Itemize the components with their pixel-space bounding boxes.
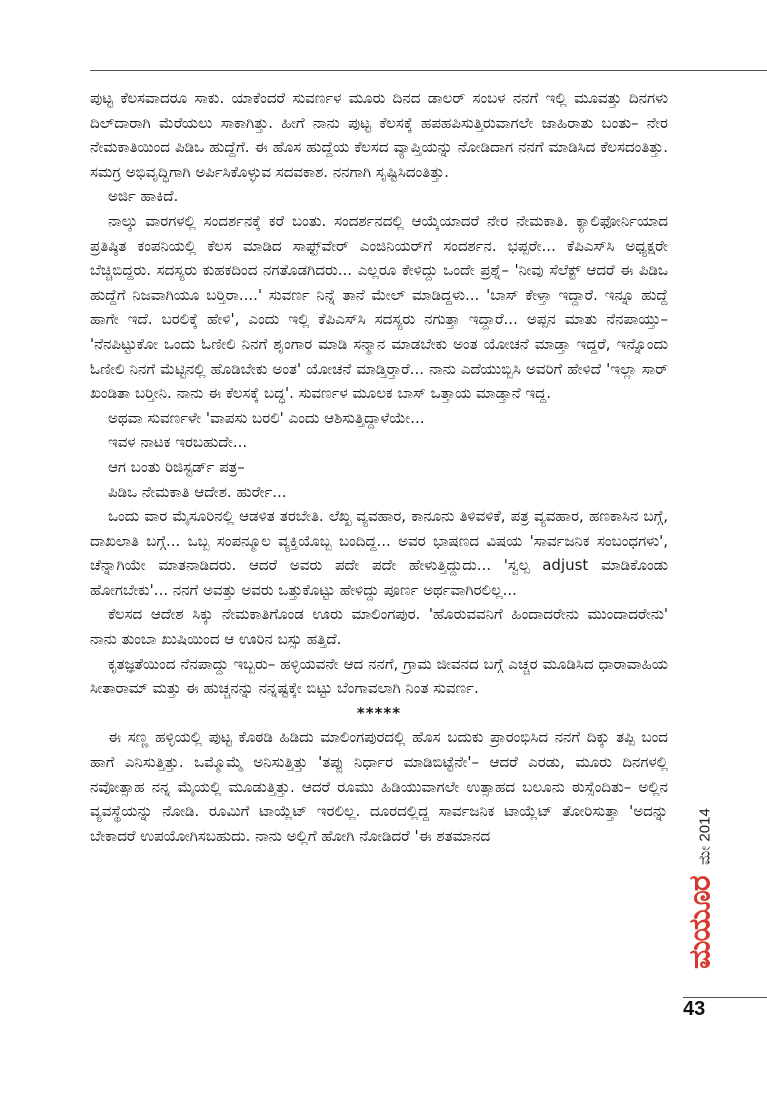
page-number: 43 [683, 998, 706, 1020]
issue-date: ಮೇ 2014 [696, 808, 714, 866]
paragraph: ಕೆಲಸದ ಆದೇಶ ಸಿಕ್ಕು ನೇಮಕಾತಿಗೊಂಡ ಊರು ಮಾಲಿಂಗಪುರ. 'ಹೊರುವವನಿಗೆ ಹಿಂದಾದರೇನು ಮುಂದಾದರೇನು' ನಾನು ತುಂಬಾ ಖುಷಿಯಿಂದ ಆ ಊರಿನ ಬಸ್ಸು ಹತ್ತಿದೆ. [90, 605, 668, 649]
paragraph: ಅರ್ಜಿ ಹಾಕಿದೆ. [108, 187, 179, 206]
magazine-logo: ಮಯೂರ [682, 876, 718, 970]
paragraph: ನಾಲ್ಕು ವಾರಗಳಲ್ಲಿ ಸಂದರ್ಶನಕ್ಕೆ ಕರೆ ಬಂತು. ಸಂದರ್ಶನದಲ್ಲಿ ಆಯ್ಕೆಯಾದರೆ ನೇರ ನೇಮಕಾತಿ. ಕ್ಯಾಲಿಫೋರ್ನಿಯಾದ ಪ್ರತಿಷ್ಠಿತ ಕಂಪನಿಯಲ್ಲಿ ಕೆಲಸ ಮಾಡಿದ ಸಾಫ್ಟ್‌ವೇರ್ ಎಂಜಿನಿಯರ್‌ಗೆ ಸಂದರ್ಶನ. ಭಪ್ಪರೇ... ಕೆಪಿಎಸ್‌ಸಿ ಅಧ್ಯಕ್ಷರೇ ಬೆಚ್ಚಿಬಿದ್ದರು. ಸದಸ್ಯರು ಕುಹಕದಿಂದ ನಗತೊಡಗಿದರು... ಎಲ್ಲರೂ ಕೇಳಿದ್ದು ಒಂದೇ ಪ್ರಶ್ನೆ– 'ನೀವು ಸೆಲೆಕ್ಟ್ ಆದರೆ ಈ ಪಿಡಿಒ ಹುದ್ದೆಗೆ ನಿಜವಾಗಿಯೂ ಬರ್‍ತಿರಾ....' ಸುವರ್ಣ ನಿನ್ನೆ ತಾನೆ ಮೇಲ್ ಮಾಡಿದ್ದಳು... 'ಬಾಸ್ ಕೇಳ್ತಾ ಇದ್ದಾರೆ. ಇನ್ನೂ ಹುದ್ದೆ ಹಾಗೇ ಇದೆ. ಬರಲಿಕ್ಕೆ ಹೇಳಿ', ಎಂದು ಇಲ್ಲಿ ಕೆಪಿಎಸ್‌ಸಿ ಸದಸ್ಯರು ನಗುತ್ತಾ ಇದ್ದಾರೆ... ಅಪ್ಪನ ಮಾತು ನೆನಪಾಯ್ತು– 'ನೆನಪಿಟ್ಟುಕೋ ಒಂದು ಓಣೀಲಿ ನಿನಗೆ ಶೃಂಗಾರ ಮಾಡಿ ಸನ್ಮಾನ ಮಾಡಬೇಕು ಅಂತ ಯೋಚನೆ ಮಾಡ್ತಾ ಇದ್ದರೆ, ಇನ್ನೊಂದು ಓಣೀಲಿ ನಿನಗೆ ಮೆಟ್ಟಿನಲ್ಲಿ ಹೊಡಿಬೇಕು ಅಂತ' ಯೋಚನೆ ಮಾಡ್ತಿರ್‍ತಾರೆ... ನಾನು ಎದೆಯುಬ್ಬಿಸಿ ಅವರಿಗೆ ಹೇಳಿದೆ 'ಇಲ್ಲಾ ಸಾರ್ ಖಂಡಿತಾ ಬರ್‍ತೀನಿ. ನಾನು ಈ ಕೆಲಸಕ್ಕೆ ಬದ್ಧ'. ಸುವರ್ಣಳ ಮೂಲಕ ಬಾಸ್ ಒತ್ತಾಯ ಮಾಡ್ತಾನೆ ಇದ್ದ. [90, 211, 668, 403]
top-rule [90, 70, 767, 71]
paragraph: ಪುಟ್ಟ ಕೆಲಸವಾದರೂ ಸಾಕು. ಯಾಕೆಂದರೆ ಸುವರ್ಣಳ ಮೂರು ದಿನದ ಡಾಲರ್ ಸಂಬಳ ನನಗೆ ಇಲ್ಲಿ ಮೂವತ್ತು ದಿನಗಳು ದಿಲ್‌ದಾರಾಗಿ ಮೆರೆಯಲು ಸಾಕಾಗಿತ್ತು. ಹೀಗೆ ನಾನು ಪುಟ್ಟ ಕೆಲಸಕ್ಕೆ ಹಪಹಪಿಸುತ್ತಿರುವಾಗಲೇ ಜಾಹಿರಾತು ಬಂತು– ನೇರ ನೇಮಕಾತಿಯಿಂದ ಪಿಡಿಒ ಹುದ್ದೆಗೆ. ಈ ಹೊಸ ಹುದ್ದೆಯ ಕೆಲಸದ ವ್ಯಾಪ್ತಿಯನ್ನು ನೋಡಿದಾಗ ನನಗೆ ಮಾಡಿಸಿದ ಕೆಲಸದಂತಿತ್ತು. ಸಮಗ್ರ ಅಭಿವೃದ್ಧಿಗಾಗಿ ಅರ್ಪಿಸಿಕೊಳ್ಳುವ ಸದವಕಾಶ. ನನಗಾಗಿ ಸೃಷ್ಟಿಸಿದಂತಿತ್ತು. [90, 89, 668, 181]
paragraph: ಆಗ ಬಂತು ರಿಜಿಸ್ಟರ್ಡ್ ಪತ್ರ– [108, 457, 245, 476]
paragraph: ಪಿಡಿಒ ನೇಮಕಾತಿ ಆದೇಶ. ಹುರ್ರೇ... [108, 482, 287, 501]
paragraph: ಇವಳ ನಾಟಕ ಇರಬಹುದೇ... [108, 433, 248, 452]
section-separator: ***** [356, 703, 402, 722]
paragraph: ಒಂದು ವಾರ ಮೈಸೂರಿನಲ್ಲಿ ಆಡಳಿತ ತರಬೇತಿ. ಲೆಖ್ಖ ವ್ಯವಹಾರ, ಕಾನೂನು ತಿಳಿವಳಿಕೆ, ಪತ್ರ ವ್ಯವಹಾರ, ಹಣಕಾಸಿನ ಬಗ್ಗೆ, ದಾಖಲಾತಿ ಬಗ್ಗೆ... ಒಬ್ಬ ಸಂಪನ್ಮೂಲ ವ್ಯಕ್ತಿಯೊಬ್ಬ ಬಂದಿದ್ದ... ಅವರ ಭಾಷಣದ ವಿಷಯ 'ಸಾರ್ವಜನಿಕ ಸಂಬಂಧಗಳು', ಚೆನ್ನಾಗಿಯೇ ಮಾತನಾಡಿದರು. ಆದರೆ ಅವರು ಪದೇ ಪದೇ ಹೇಳುತ್ತಿದ್ದುದು... 'ಸ್ವಲ್ಪ adjust ಮಾಡಿಕೊಂಡು ಹೋಗಬೇಕು'... ನನಗೆ ಅವತ್ತು ಅವರು ಒತ್ತುಕೊಟ್ಟು ಹೇಳಿದ್ದು ಪೂರ್ಣ ಅರ್ಥವಾಗಿರಲಿಲ್ಲ... [90, 507, 668, 599]
paragraph: ಕೃತಜ್ಞತೆಯಿಂದ ನೆನಪಾದ್ದು ಇಬ್ಬರು– ಹಳ್ಳಿಯವನೇ ಆದ ನನಗೆ, ಗ್ರಾಮ ಜೀವನದ ಬಗ್ಗೆ ಎಚ್ಚರ ಮೂಡಿಸಿದ ಧಾರಾವಾಹಿಯ ಸೀತಾರಾಮ್ ಮತ್ತು ಈ ಹುಚ್ಚನನ್ನು ನನ್ನಷ್ಟಕ್ಕೇ ಬಿಟ್ಟು ಬೆಂಗಾವಲಾಗಿ ನಿಂತ ಸುವರ್ಣ. [90, 654, 668, 698]
paragraph: ಅಥವಾ ಸುವರ್ಣಳೇ 'ವಾಪಸು ಬರಲಿ' ಎಂದು ಆಶಿಸುತ್ತಿದ್ದಾಳೆಯೇ... [108, 408, 425, 427]
article-body [90, 86, 668, 848]
paragraph: ಈ ಸಣ್ಣ ಹಳ್ಳಿಯಲ್ಲಿ ಪುಟ್ಟ ಕೊಠಡಿ ಹಿಡಿದು ಮಾಲಿಂಗಪುರದಲ್ಲಿ ಹೊಸ ಬದುಕು ಪ್ರಾರಂಭಿಸಿದ ನನಗೆ ದಿಕ್ಕು ತಪ್ಪಿ ಬಂದ ಹಾಗೆ ಎನಿಸುತ್ತಿತ್ತು. ಒಮ್ಮೊಮ್ಮೆ ಅನಿಸುತ್ತಿತ್ತು 'ತಪ್ಪು ನಿರ್ಧಾರ ಮಾಡಿಬಿಟ್ಟೆನೇ'– ಆದರೆ ಎರಡು, ಮೂರು ದಿನಗಳಲ್ಲಿ ನವೋತ್ಸಾಹ ನನ್ನ ಮೈಯಲ್ಲಿ ಮೂಡುತ್ತಿತ್ತು. ಆದರೆ ರೂಮು ಹಿಡಿಯುವಾಗಲೇ ಉತ್ಸಾಹದ ಬಲೂನು ಠುಸ್ಸೆಂದಿತು– ಅಲ್ಲಿನ ವ್ಯವಸ್ಥೆಯನ್ನು ನೋಡಿ. ರೂಮಿಗೆ ಟಾಯ್ಲೆಟ್ ಇರಲಿಲ್ಲ. ದೂರದಲ್ಲಿದ್ದ ಸಾರ್ವಜನಿಕ ಟಾಯ್ಲೆಟ್ ತೋರಿಸುತ್ತಾ 'ಅದನ್ನು ಬೇಕಾದರೆ ಉಪಯೋಗಿಸಬಹುದು. ನಾನು ಅಲ್ಲಿಗೆ ಹೋಗಿ ನೋಡಿದರೆ 'ಈ ಶತಮಾನದ [90, 728, 668, 845]
